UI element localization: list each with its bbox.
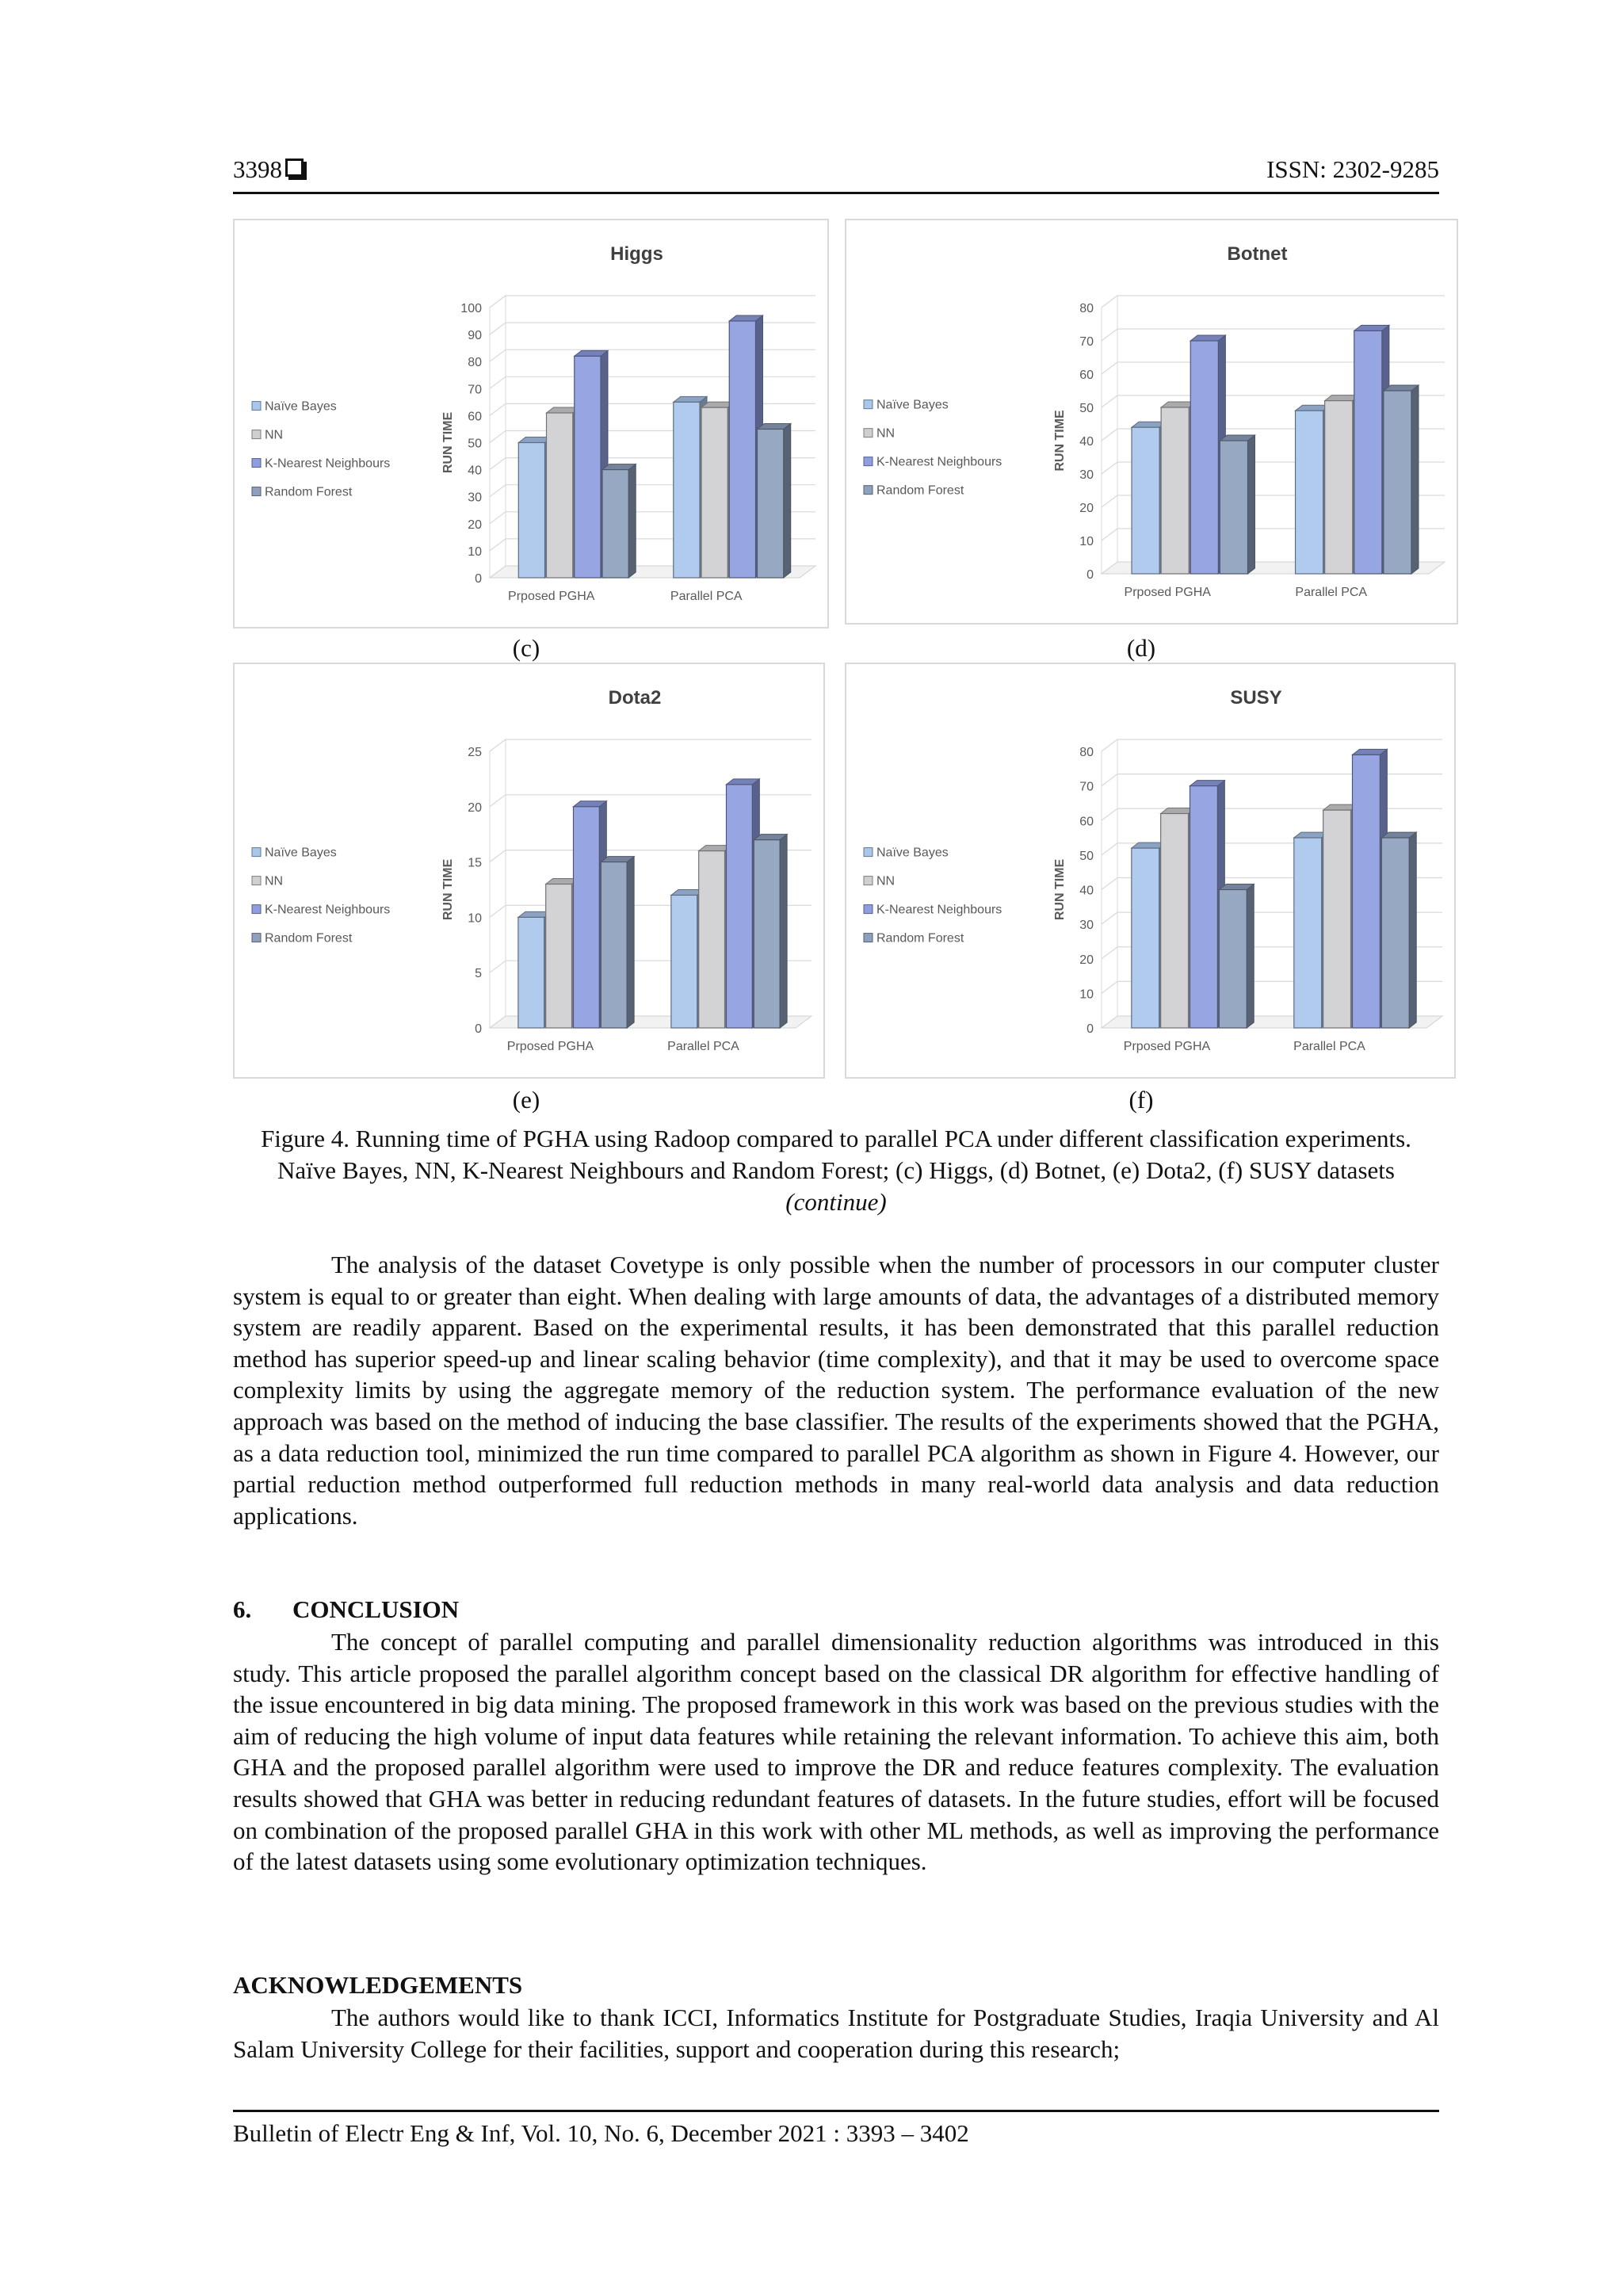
y-tick-label: 0: [475, 572, 482, 586]
chart-title: Botnet: [1227, 243, 1288, 265]
y-tick-label: 100: [460, 302, 482, 315]
footer-rule: [233, 2110, 1439, 2112]
x-tick-label: Prposed PGHA: [508, 590, 595, 603]
gridline: [490, 296, 815, 308]
legend-swatch: [864, 934, 873, 942]
legend-label: Random Forest: [265, 931, 353, 946]
footer-citation: Bulletin of Electr Eng & Inf, Vol. 10, No. 6, December 2021 : 3393 – 3402: [233, 2119, 969, 2147]
y-tick-label: 5: [475, 967, 482, 981]
legend-label: NN: [876, 874, 896, 888]
legend-swatch: [864, 457, 873, 466]
chart-svg: [235, 664, 823, 1077]
legend-swatch: [864, 877, 873, 885]
legend-swatch: [252, 487, 261, 496]
y-tick-label: 50: [1079, 849, 1094, 863]
y-tick-label: 30: [1079, 468, 1094, 482]
legend-label: Naïve Bayes: [265, 846, 337, 860]
legend-label: Random Forest: [265, 485, 353, 499]
section-heading-conclusion: 6. CONCLUSION: [233, 1595, 460, 1623]
gridline: [1102, 329, 1445, 341]
y-tick-label: 60: [1079, 815, 1094, 829]
legend-label: K-Nearest Neighbours: [876, 455, 1002, 469]
y-tick-label: 20: [468, 518, 482, 532]
gridline: [1102, 739, 1442, 751]
y-tick-label: 0: [1086, 1022, 1094, 1036]
legend-label: NN: [265, 874, 284, 888]
panel-caption-d: (d): [1126, 634, 1156, 662]
gridline: [1102, 296, 1445, 308]
legend-label: Naïve Bayes: [876, 846, 949, 860]
header-rule: [233, 192, 1439, 194]
y-tick-label: 20: [1079, 502, 1094, 515]
y-axis-label: RUN TIME: [441, 858, 455, 921]
chart-svg: [846, 220, 1457, 623]
legend-swatch: [252, 848, 261, 857]
legend-swatch: [252, 459, 261, 468]
y-tick-label: 10: [1079, 988, 1094, 1002]
y-tick-label: 30: [468, 491, 482, 505]
y-tick-label: 15: [468, 856, 482, 870]
y-tick-label: 60: [1079, 369, 1094, 382]
chart-title: Higgs: [610, 243, 663, 265]
bar: [602, 464, 636, 578]
figure-caption: Figure 4. Running time of PGHA using Radoop compared to parallel PCA under different classification experiments. Naïve Bayes, NN, K-Nearest Neighbours and Random Forest; (c) Higgs, (d) Botnet, (e) Dota2, (f) SUSY datasets (continue): [261, 1125, 1411, 1216]
bar: [601, 857, 634, 1028]
y-tick-label: 70: [468, 383, 482, 397]
acknowledgements-paragraph: The authors would like to thank ICCI, Informatics Institute for Postgraduate Studies, Iraqia University and Al Salam University College for their facilities, support and cooperation during this research;: [233, 2004, 1439, 2063]
chart-panel-higgs: [233, 219, 829, 628]
legend-label: Naïve Bayes: [265, 399, 337, 414]
chart-title: Dota2: [608, 687, 662, 709]
x-tick-label: Parallel PCA: [667, 1040, 739, 1053]
y-tick-label: 25: [468, 746, 482, 759]
gridline: [490, 376, 815, 388]
legend-swatch: [864, 905, 873, 914]
y-tick-label: 80: [1079, 746, 1094, 759]
journal-issn: ISSN: 2302-9285: [1266, 155, 1439, 183]
panel-caption-f: (f): [1128, 1086, 1154, 1114]
panel-caption-c: (c): [512, 634, 540, 662]
page-marker-icon: [285, 159, 304, 177]
bar: [1220, 435, 1254, 574]
legend-label: NN: [876, 426, 896, 441]
y-tick-label: 80: [468, 356, 482, 370]
x-tick-label: Parallel PCA: [1295, 586, 1368, 599]
gridline: [490, 350, 815, 361]
y-tick-label: 30: [1079, 919, 1094, 933]
y-tick-label: 40: [1079, 884, 1094, 898]
legend-swatch: [864, 848, 873, 857]
bar: [1219, 884, 1254, 1029]
chart-panel-susy: [845, 663, 1456, 1079]
page-number: 3398: [233, 155, 304, 184]
chart-panel-dota2: [233, 663, 825, 1079]
y-tick-label: 10: [468, 911, 482, 926]
y-tick-label: 0: [1086, 568, 1094, 582]
bar: [754, 835, 787, 1028]
x-tick-label: Prposed PGHA: [506, 1040, 594, 1053]
gridline: [1102, 808, 1442, 820]
figure-caption-continue: (continue): [785, 1188, 887, 1216]
y-tick-label: 10: [1079, 535, 1094, 548]
bar: [1384, 385, 1419, 574]
y-tick-label: 20: [1079, 953, 1094, 967]
y-tick-label: 60: [468, 410, 482, 424]
panel-caption-e: (e): [512, 1086, 540, 1114]
legend-label: NN: [265, 428, 284, 442]
gridline: [490, 739, 812, 751]
y-tick-label: 20: [468, 800, 482, 815]
legend-swatch: [864, 486, 873, 495]
gridline: [490, 795, 812, 807]
chart-svg: [846, 664, 1454, 1077]
y-axis-label: RUN TIME: [1053, 858, 1067, 921]
x-tick-label: Prposed PGHA: [1123, 1040, 1211, 1053]
legend-label: K-Nearest Neighbours: [265, 457, 391, 471]
side-wall: [490, 739, 506, 1028]
x-tick-label: Parallel PCA: [670, 590, 743, 603]
gridline: [1102, 362, 1445, 374]
y-tick-label: 50: [468, 437, 482, 451]
y-tick-label: 50: [1079, 402, 1094, 415]
legend-label: K-Nearest Neighbours: [876, 903, 1002, 917]
y-tick-label: 40: [468, 464, 482, 478]
legend-swatch: [252, 934, 261, 942]
y-tick-label: 90: [468, 329, 482, 343]
bar: [757, 423, 790, 578]
bar: [1381, 832, 1416, 1028]
section-heading-acknowledgements: ACKNOWLEDGEMENTS: [233, 1971, 523, 1999]
gridline: [490, 403, 815, 415]
legend-swatch: [252, 877, 261, 885]
y-tick-label: 70: [1079, 780, 1094, 794]
y-tick-label: 40: [1079, 435, 1094, 449]
legend-label: Naïve Bayes: [876, 398, 949, 412]
y-axis-label: RUN TIME: [441, 411, 455, 474]
legend-label: Random Forest: [876, 931, 964, 946]
legend-label: Random Forest: [876, 483, 964, 498]
legend-label: K-Nearest Neighbours: [265, 903, 391, 917]
y-axis-label: RUN TIME: [1053, 410, 1067, 472]
conclusion-paragraph: The concept of parallel computing and parallel dimensionality reduction algorithms was introduced in this study. This article proposed the parallel algorithm concept based on the classical DR algorithm for effective handling of the issue encountered in big data mining. The proposed framework in this work was based on the previous studies with the aim of reducing the high volume of input data features while retaining the relevant information. To achieve this aim, both GHA and the proposed parallel algorithm were used to improve the DR and reduce features complexity. The evaluation results showed that GHA was better in reducing redundant features of datasets. In the future studies, effort will be focused on combination of the proposed parallel GHA in this work with other ML methods, as well as improving the performance of the latest datasets using some evolutionary optimization techniques.: [233, 1628, 1439, 1876]
gridline: [490, 323, 815, 334]
legend-swatch: [252, 430, 261, 439]
body-paragraph: The analysis of the dataset Covetype is only possible when the number of processors in our computer cluster system is equal to or greater than eight. When dealing with large amounts of data, the advantages of a distributed memory system are readily apparent. Based on the experimental results, it has been demonstrated that this parallel reduction method has superior speed-up and linear scaling behavior (time complexity), and that it may be used to overcome space complexity limits by using the aggregate memory of the reduction system. The performance evaluation of the new approach was based on the method of inducing the base classifier. The results of the experiments showed that the PGHA, as a data reduction tool, minimized the run time compared to parallel PCA algorithm as shown in Figure 4. However, our partial reduction method outperformed full reduction methods in many real-world data analysis and data reduction applications.: [233, 1251, 1439, 1530]
x-tick-label: Prposed PGHA: [1124, 586, 1211, 599]
y-tick-label: 70: [1079, 335, 1094, 349]
y-tick-label: 0: [475, 1022, 482, 1036]
x-tick-label: Parallel PCA: [1293, 1040, 1365, 1053]
legend-swatch: [252, 905, 261, 914]
y-tick-label: 10: [468, 544, 482, 559]
y-tick-label: 80: [1079, 302, 1094, 315]
chart-title: SUSY: [1230, 687, 1282, 709]
gridline: [1102, 774, 1442, 786]
chart-panel-botnet: [845, 219, 1458, 625]
legend-swatch: [864, 429, 873, 437]
legend-swatch: [252, 402, 261, 411]
legend-swatch: [864, 400, 873, 409]
chart-svg: [235, 220, 827, 627]
